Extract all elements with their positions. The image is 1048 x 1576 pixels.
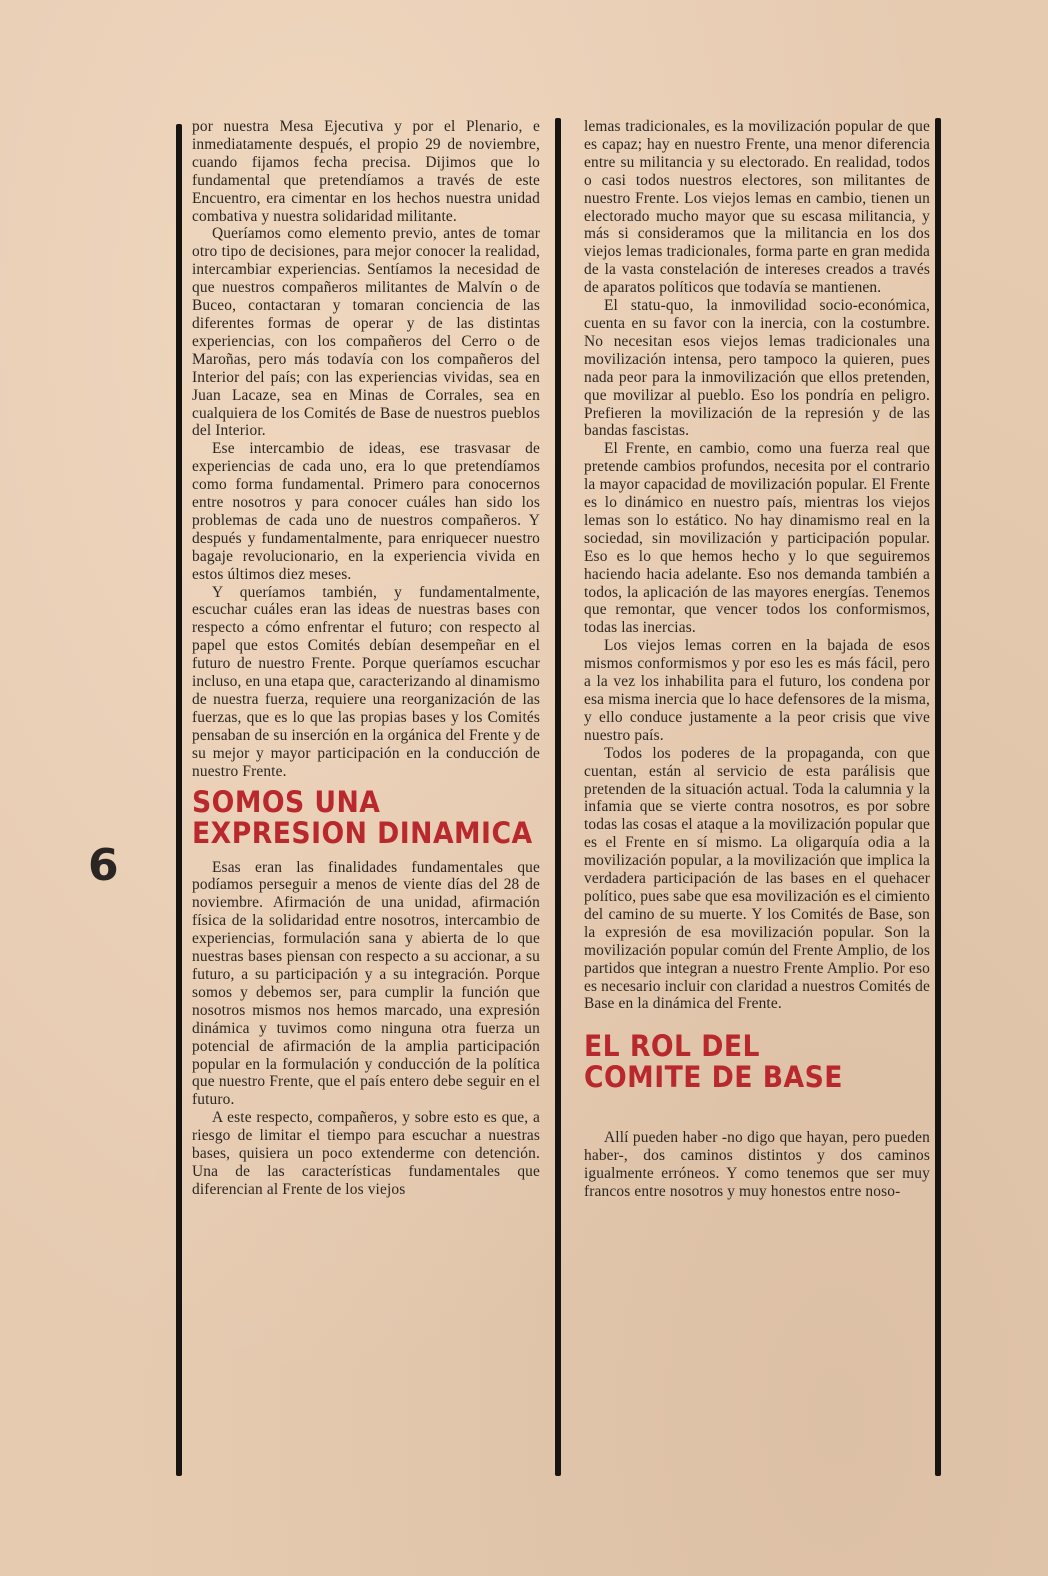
left-column [192, 118, 540, 1199]
paragraph: por nuestra Mesa Ejecutiva y por el Plenario, e inmediatamente después, el propio 29 de noviembre, cuando fijamos fecha precisa. Dijimos que lo fundamental que pretendíamos a través de este Encuentro, era cimentar en los hechos nuestra unidad combativa y nuestra solidaridad militante. [192, 118, 540, 225]
left-column-rule-right [555, 118, 561, 1476]
right-column [584, 118, 930, 1201]
left-column-rule-left [176, 124, 182, 1476]
paragraph: A este respecto, compañeros, y sobre esto es que, a riesgo de limitar el tiempo para escuchar a nuestras bases, quisiera un poco extenderme con detención. Una de las características fundamentales que diferencian al Frente de los viejos [192, 1109, 540, 1198]
paragraph: Esas eran las finalidades fundamentales que podíamos perseguir a menos de viente días del 28 de noviembre. Afirmación de una unidad, afirmación física de la solidaridad entre nosotros, intercambio de experiencias, formulación sana y abierta de lo que nuestras bases piensan con respecto a su accionar, a su futuro, a su participación y a su integración. Porque somos y debemos ser, para cumplir la función que nosotros mismos nos hemos marcado, una expresión dinámica y tuvimos como ninguna otra fuerza un potencial de afirmación de la amplia participación popular en la formulación y conducción de la política que nuestro Frente, que el país entero debe seguir en el futuro. [192, 858, 540, 1109]
heading-line: COMITE DE BASE [584, 1060, 843, 1095]
heading-line: SOMOS UNA [192, 784, 381, 819]
paragraph: El statu-quo, la inmovilidad socio-económica, cuenta en su favor con la inercia, con la costumbre. No necesitan esos viejos lemas tradicionales una movilización intensa, pero tampoco la quieren, pues nada peor para la inmovilización que ellos pretenden, que movilizar al pueblo. Eso los pondría en peligro. Prefieren la movilización de la represión y de las bandas fascistas. [584, 297, 930, 440]
paragraph: El Frente, en cambio, como una fuerza real que pretende cambios profundos, necesita por el contrario la mayor capacidad de movilización popular. El Frente es lo dinámico en nuestro país, mientras los viejos lemas son lo estático. No hay dinamismo real en la sociedad, sin movilización y participación popular. Eso es lo que hemos hecho y lo que seguiremos haciendo hacia adelante. Eso nos demanda también a todos, la aplicación de las mayores energías. Tenemos que remontar, que vencer todos los conformismos, todas las inercias. [584, 440, 930, 637]
paragraph: Los viejos lemas corren en la bajada de esos mismos conformismos y por eso les es más fácil, pero a la vez los inhabilita para el futuro, los condena por esa misma inercia que lo hace defensores de la misma, y ello conduce justamente a la peor crisis que vive nuestro país. [584, 637, 930, 744]
paragraph: lemas tradicionales, es la movilización popular de que es capaz; hay en nuestro Frente, una menor diferencia entre su militancia y su electorado. En realidad, todos o casi todos nuestros electores, son militantes de nuestro Frente. Los viejos lemas en cambio, tienen un electorado mucho mayor que su escasa militancia, y más si consideramos que la militancia en los dos viejos lemas tradicionales, forma parte en gran medida de la vasta constelación de intereses creados a través de aparatos políticos que todavía se mantienen. [584, 118, 930, 297]
right-column-rule-right [935, 118, 941, 1476]
paragraph: Ese intercambio de ideas, ese trasvasar de experiencias de cada uno, era lo que pretendíamos como forma fundamental. Primero para conocernos entre nosotros y para conocer cuáles han sido los problemas de cada uno de nuestros compañeros. Y después y fundamentalmente, para enriquecer nuestro bagaje revolucionario, en la experiencia vivida en estos últimos diez meses. [192, 440, 540, 583]
paragraph: Queríamos como elemento previo, antes de tomar otro tipo de decisiones, para mejor conocer la realidad, intercambiar experiencias. Sentíamos la necesidad de que nuestros compañeros militantes de Malvín o de Buceo, contactaran y tomaran conciencia de las diferentes formas de operar y de las distintas experiencias, con los compañeros del Cerro o de Maroñas, pero más todavía con los compañeros del Interior del país; con las experiencias vividas, sea en Juan Lacaze, sea en Minas de Corrales, sea en cualquiera de los Comités de Base de nuestros pueblos del Interior. [192, 225, 540, 440]
paragraph: Allí pueden haber -no digo que hayan, pero pueden haber-, dos caminos distintos y dos caminos igualmente erróneos. Y como tenemos que ser muy francos entre nosotros y muy honestos entre noso- [584, 1129, 930, 1201]
page-number: 6 [88, 840, 119, 891]
heading-line: EXPRESION DINAMICA [192, 815, 533, 850]
section-heading-expresion-dinamica [192, 784, 533, 850]
paragraph: Todos los poderes de la propaganda, con que cuentan, están al servicio de esta parálisis que pretenden de la situación actual. Toda la calumnia y la infamia que se vierte contra nosotros, es por sobre todas las cosas el ataque a la movilización popular que es el Frente en sí mismo. La oligarquía odia a la movilización popular, a la movilización que implica la verdadera participación de las bases en el quehacer político, pues sabe que esa movilización es el cimiento del camino de su muerte. Y los Comités de Base, son la expresión de esa movilización popular. Son la movilización popular común del Frente Amplio, de los partidos que integran a nuestro Frente Amplio. Por eso es necesario incluir con claridad a nuestros Comités de Base en la dinámica del Frente. [584, 744, 930, 1013]
heading-line: EL ROL DEL [584, 1029, 761, 1064]
paragraph: Y queríamos también, y fundamentalmente, escuchar cuáles eran las ideas de nuestras bases con respecto a cómo enfrentar el futuro; con respecto al papel que estos Comités debían desempeñar en el futuro de nuestro Frente. Porque queríamos escuchar incluso, en una etapa que, caracterizando al dinamismo de nuestra fuerza, requiere una reorganización de las fuerzas, que es lo que las propias bases y los Comités pensaban de su inserción en la orgánica del Frente y de su mejor y mayor participación en la conducción de nuestro Frente. [192, 583, 540, 780]
section-heading-rol-comite [584, 1031, 902, 1093]
